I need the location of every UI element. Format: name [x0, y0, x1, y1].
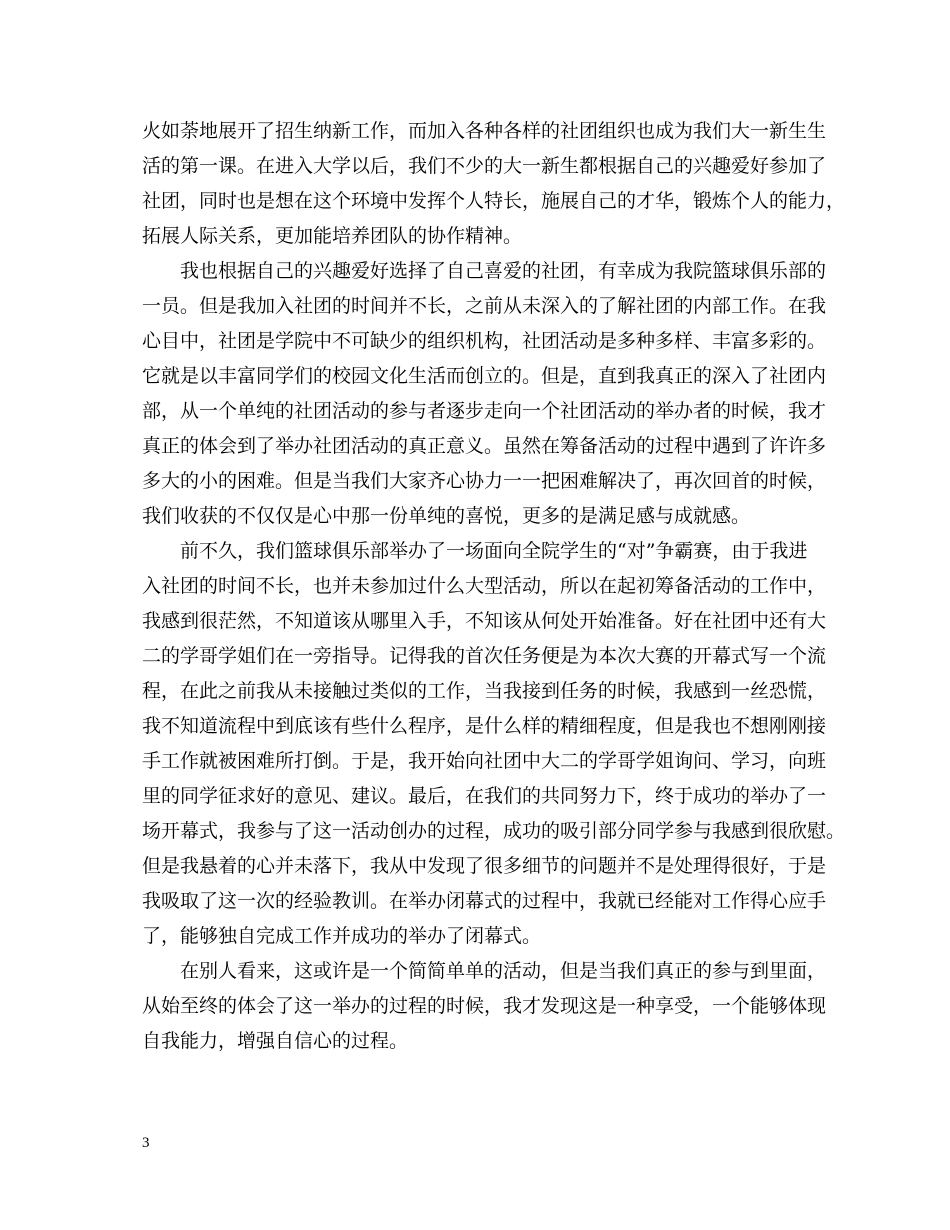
- body-line: 活的第一课。在进入大学以后，我们不少的大一新生都根据自己的兴趣爱好参加了: [142, 155, 827, 177]
- body-line: 心目中，社团是学院中不可缺少的组织机构，社团活动是多种多样、丰富多彩的。: [142, 330, 827, 352]
- body-line: 我感到很茫然，不知道该从哪里入手，不知该从何处开始准备。好在社团中还有大: [142, 610, 827, 632]
- body-line: 拓展人际关系，更加能培养团队的协作精神。: [142, 225, 523, 247]
- body-line: 程，在此之前我从未接触过类似的工作，当我接到任务的时候，我感到一丝恐慌，: [142, 680, 827, 702]
- body-line: 二的学哥学姐们在一旁指导。记得我的首次任务便是为本次大赛的开幕式写一个流: [142, 645, 827, 667]
- body-line: 我们收获的不仅仅是心中那一份单纯的喜悦，更多的是满足感与成就感。: [142, 505, 751, 527]
- body-line: 自我能力，增强自信心的过程。: [142, 1030, 409, 1052]
- body-line: 手工作就被困难所打倒。于是，我开始向社团中大二的学哥学姐询问、学习，向班: [142, 750, 827, 772]
- body-line: 一员。但是我加入社团的时间并不长，之前从未深入的了解社团的内部工作。在我: [142, 295, 827, 317]
- body-line: 社团，同时也是想在这个环境中发挥个人特长，施展自己的才华，锻炼个人的能力，: [142, 190, 846, 212]
- body-line: 火如荼地展开了招生纳新工作，而加入各种各样的社团组织也成为我们大一新生生: [142, 120, 827, 142]
- body-line: 入社团的时间不长，也并未参加过什么大型活动，所以在起初筹备活动的工作中，: [142, 575, 827, 597]
- body-line: 部，从一个单纯的社团活动的参与者逐步走向一个社团活动的举办者的时候，我才: [142, 400, 827, 422]
- body-line: 它就是以丰富同学们的校园文化生活而创立的。但是，直到我真正的深入了社团内: [142, 365, 827, 387]
- body-line: 但是我悬着的心并未落下，我从中发现了很多细节的问题并不是处理得很好，于是: [142, 855, 827, 877]
- body-line: 从始至终的体会了这一举办的过程的时候，我才发现这是一种享受，一个能够体现: [142, 995, 827, 1017]
- body-line: 前不久，我们篮球俱乐部举办了一场面向全院学生的“对”争霸赛，由于我进: [142, 540, 808, 562]
- body-line: 我吸取了这一次的经验教训。在举办闭幕式的过程中，我就已经能对工作得心应手: [142, 890, 827, 912]
- body-line: 在别人看来，这或许是一个简简单单的活动，但是当我们真正的参与到里面，: [142, 960, 827, 982]
- body-line: 场开幕式，我参与了这一活动创办的过程，成功的吸引部分同学参与我感到很欣慰。: [142, 820, 846, 842]
- page-number: 3: [142, 1135, 150, 1151]
- body-line: 我也根据自己的兴趣爱好选择了自己喜爱的社团，有幸成为我院篮球俱乐部的: [142, 260, 827, 282]
- body-line: 多大的小的困难。但是当我们大家齐心协力一一把困难解决了，再次回首的时候，: [142, 470, 827, 492]
- body-line: 真正的体会到了举办社团活动的真正意义。虽然在筹备活动的过程中遇到了许许多: [142, 435, 827, 457]
- body-line: 里的同学征求好的意见、建议。最后，在我们的共同努力下，终于成功的举办了一: [142, 785, 827, 807]
- body-line: 我不知道流程中到底该有些什么程序，是什么样的精细程度，但是我也不想刚刚接: [142, 715, 827, 737]
- body-line: 了，能够独自完成工作并成功的举办了闭幕式。: [142, 925, 542, 947]
